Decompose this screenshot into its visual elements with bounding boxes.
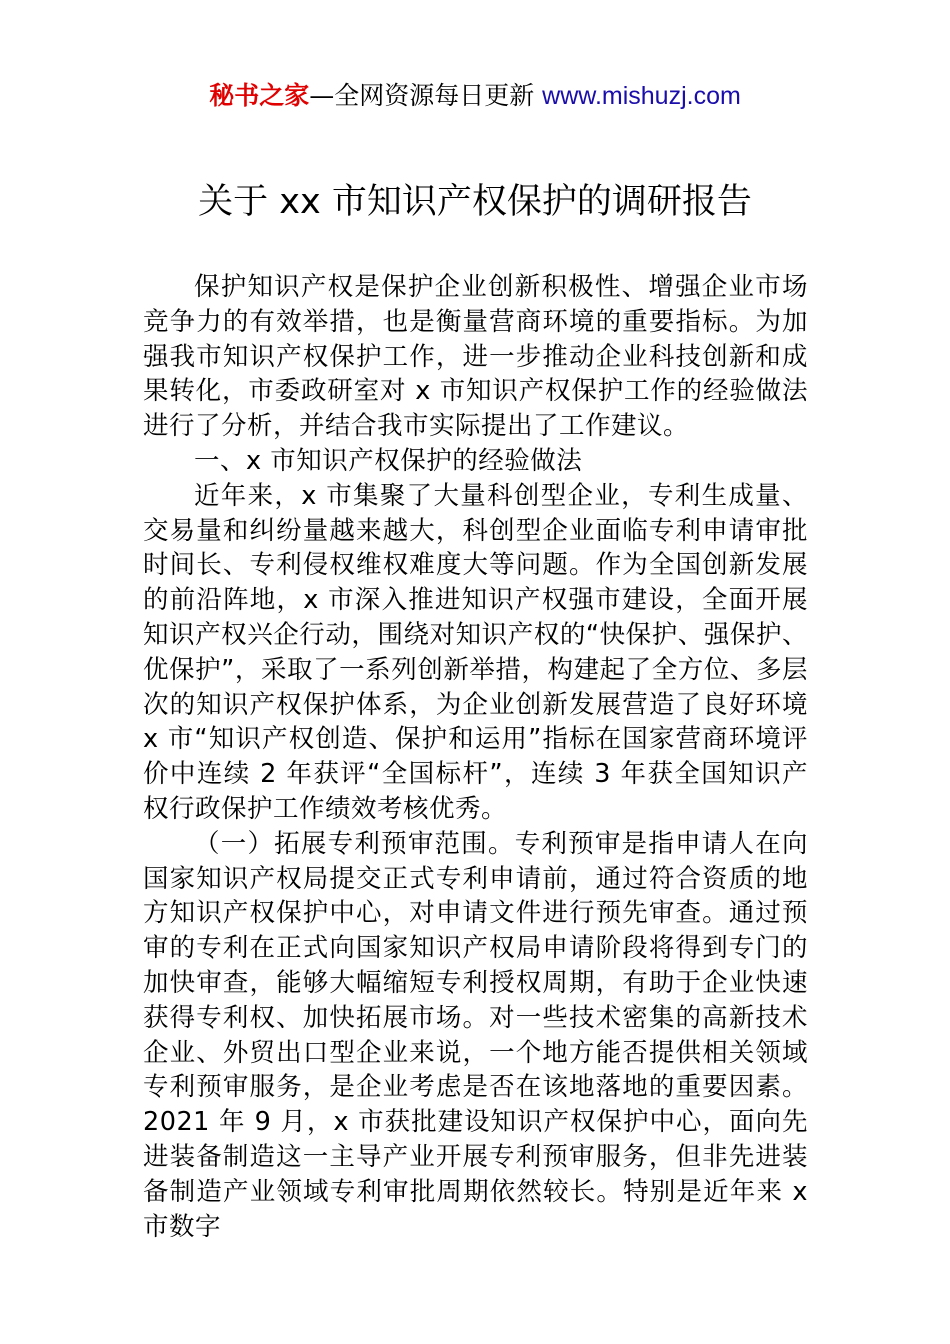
intro-paragraph: 保护知识产权是保护企业创新积极性、增强企业市场竞争力的有效举措，也是衡量营商环境的重要指标。为加强我市知识产权保护工作，进一步推动企业科技创新和成果转化，市委政研室对 x 市知识产权保护工作的经验做法进行了分析，并结合我市实际提出了工作建议。 <box>143 272 808 442</box>
section-heading: 一、x 市知识产权保护的经验做法 <box>194 445 583 476</box>
subsection-paragraph: （一）拓展专利预审范围。专利预审是指申请人在向国家知识产权局提交正式专利申请前，通过符合资质的地方知识产权保护中心，对申请文件进行预先审查。通过预审的专利在正式向国家知识产权局申请阶段将得到专门的加快审查，能够大幅缩短专利授权周期，有助于企业快速获得专利权、加快拓展市场。对一些技术密集的高新技术企业、外贸出口型企业来说，一个地方能否提供相关领域专利预审服务，是企业考虑是否在该地落地的重要因素。2021 年 9 月，x 市获批建设知识产权保护中心，面向先进装备制造这一主导产业开展专利预审服务，但非先进装备制造产业领域专利审批周期依然较长。特别是近年来 x 市数字 <box>143 828 808 1242</box>
header-tagline: —全网资源每日更新 <box>309 81 543 110</box>
site-url-link[interactable]: www.mishuzj.com <box>542 82 741 110</box>
document-title: 关于 xx 市知识产权保护的调研报告 <box>198 182 752 222</box>
body-paragraph: 近年来，x 市集聚了大量科创型企业，专利生成量、交易量和纠纷量越来越大，科创型企业面临专利申请审批时间长、专利侵权维权难度大等问题。作为全国创新发展的前沿阵地，x 市深入推进知识产权强市建设，全面开展知识产权兴企行动，围绕对知识产权的“快保护、强保护、优保护”，采取了一系列创新举措，构建起了全方位、多层次的知识产权保护体系，为企业创新发展营造了良好环境 x 市“知识产权创造、保护和运用”指标在国家营商环境评价中连续 2 年获评“全国标杆”，连续 3 年获全国知识产权行政保护工作绩效考核优秀。 <box>143 480 808 824</box>
site-header <box>0 80 950 112</box>
document-body <box>143 270 808 1244</box>
brand-name: 秘书之家 <box>209 81 310 110</box>
